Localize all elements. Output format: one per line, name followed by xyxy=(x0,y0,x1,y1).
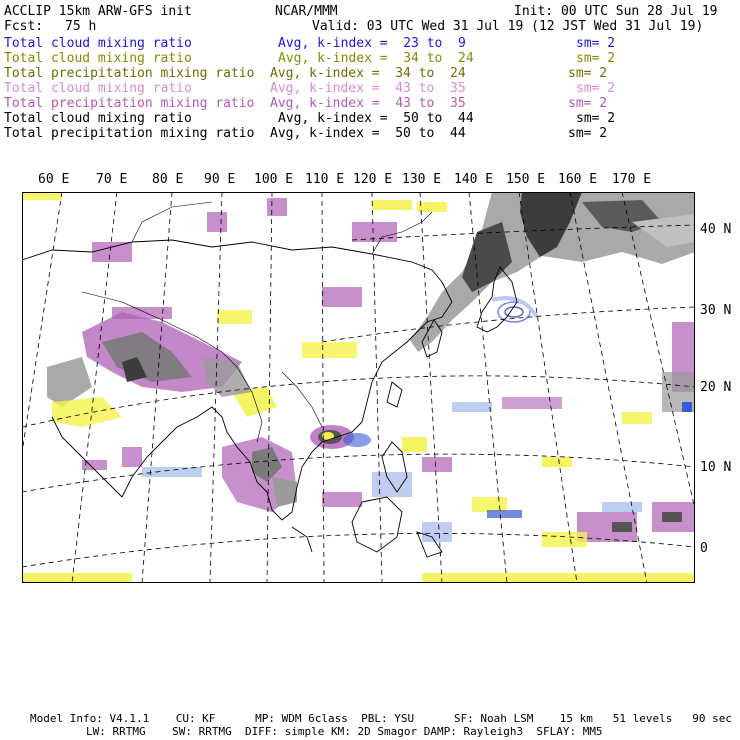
legend-range-1: Avg, k-index = 23 to 9 xyxy=(278,36,466,51)
lat-label: 40 N xyxy=(700,222,732,237)
legend-range-6: Avg, k-index = 50 to 44 xyxy=(278,111,474,126)
legend-field-1: Total cloud mixing ratio xyxy=(4,36,192,51)
legend-field-5: Total precipitation mixing ratio xyxy=(4,96,255,111)
map-panel xyxy=(22,192,695,583)
lon-label: 110 E xyxy=(305,172,345,187)
lon-label: 70 E xyxy=(96,172,128,187)
lon-label: 130 E xyxy=(402,172,442,187)
legend-field-7: Total precipitation mixing ratio xyxy=(4,126,255,141)
legend-range-2: Avg, k-index = 34 to 24 xyxy=(278,51,474,66)
lat-label: 30 N xyxy=(700,303,732,318)
legend-field-3: Total precipitation mixing ratio xyxy=(4,66,255,81)
legend-sm-4: sm= 2 xyxy=(576,81,616,96)
organization-label: NCAR/MMM xyxy=(275,4,338,19)
valid-time: Valid: 03 UTC Wed 31 Jul 19 (12 JST Wed 31 Jul 19) xyxy=(312,19,704,34)
legend-field-6: Total cloud mixing ratio xyxy=(4,111,192,126)
lon-label: 160 E xyxy=(558,172,598,187)
legend-sm-7: sm= 2 xyxy=(568,126,608,141)
lon-label: 100 E xyxy=(254,172,294,187)
lon-label: 80 E xyxy=(152,172,184,187)
lat-label: 0 xyxy=(700,541,708,556)
map-title: ACCLIP 15km ARW-GFS init xyxy=(4,4,192,19)
legend-sm-1: sm= 2 xyxy=(576,36,616,51)
legend-range-3: Avg, k-index = 34 to 24 xyxy=(270,66,466,81)
model-info-line-1: Model Info: V4.1.1 CU: KF MP: WDM 6class PBL: YSU SF: Noah LSM 15 km 51 levels 90 sec xyxy=(30,712,732,725)
legend-range-5: Avg, k-index = 43 to 35 xyxy=(270,96,466,111)
lon-label: 90 E xyxy=(204,172,236,187)
init-time: Init: 00 UTC Sun 28 Jul 19 xyxy=(514,4,718,19)
lon-label: 120 E xyxy=(353,172,393,187)
model-info-line-2: LW: RRTMG SW: RRTMG DIFF: simple KM: 2D Smagor DAMP: Rayleigh3 SFLAY: MM5 xyxy=(86,725,603,738)
lon-label: 60 E xyxy=(38,172,70,187)
legend-range-4: Avg, k-index = 43 to 35 xyxy=(270,81,466,96)
lat-label: 10 N xyxy=(700,460,732,475)
lat-label: 20 N xyxy=(700,380,732,395)
map-canvas xyxy=(22,192,695,583)
forecast-hour-value: 75 h xyxy=(65,19,97,34)
legend-field-4: Total cloud mixing ratio xyxy=(4,81,192,96)
lon-label: 140 E xyxy=(454,172,494,187)
legend-sm-5: sm= 2 xyxy=(568,96,608,111)
lon-label: 170 E xyxy=(612,172,652,187)
legend-sm-6: sm= 2 xyxy=(576,111,616,126)
lon-label: 150 E xyxy=(506,172,546,187)
legend-sm-2: sm= 2 xyxy=(576,51,616,66)
forecast-hour-label: Fcst: xyxy=(4,19,44,34)
legend-field-2: Total cloud mixing ratio xyxy=(4,51,192,66)
legend-sm-3: sm= 2 xyxy=(568,66,608,81)
legend-range-7: Avg, k-index = 50 to 44 xyxy=(270,126,466,141)
